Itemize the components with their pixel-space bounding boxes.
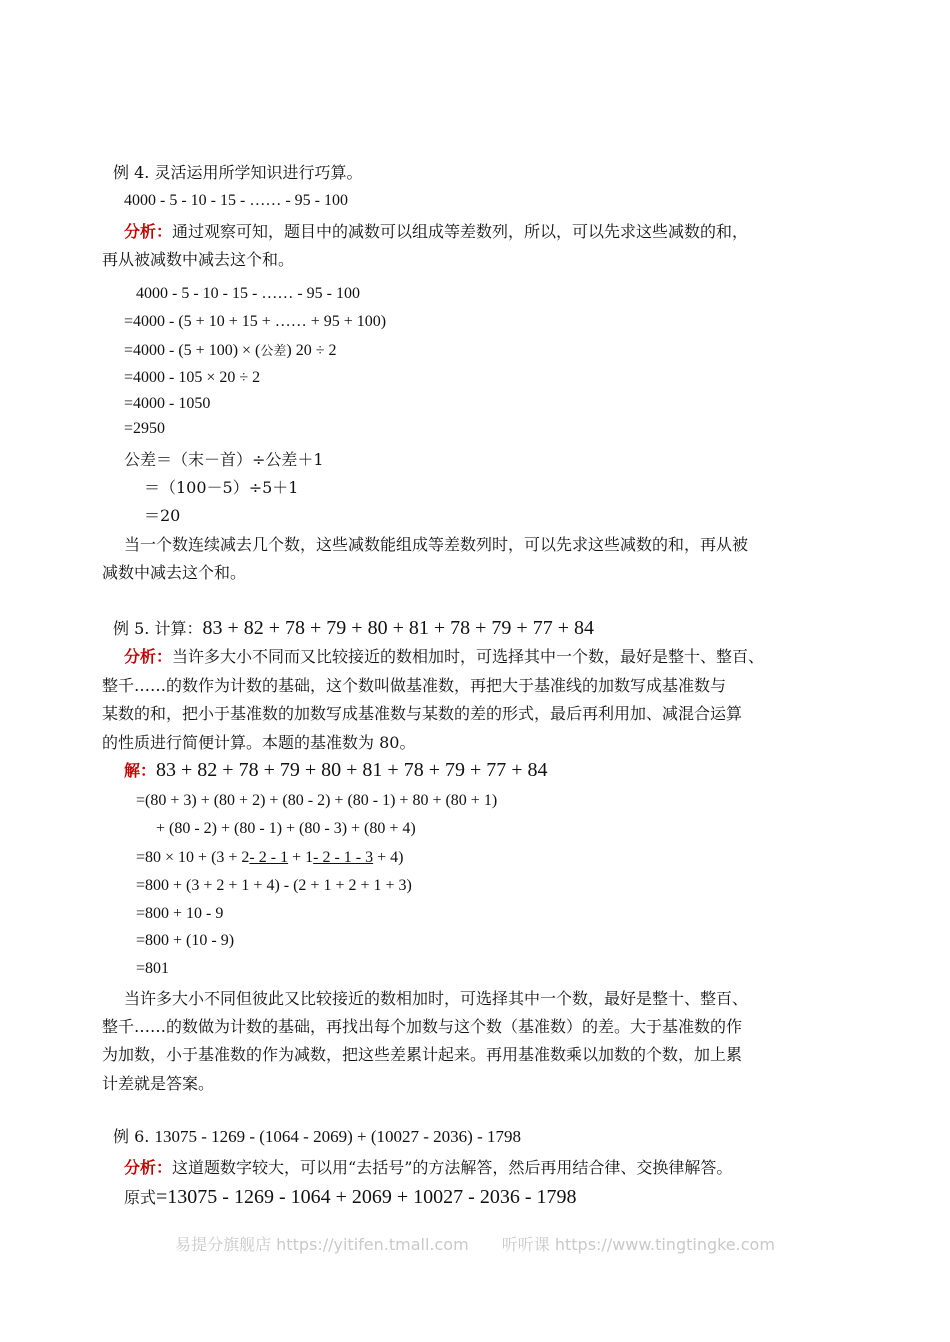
- ex5-solution-line: [124, 759, 548, 782]
- ex4-analysis-label: 分析：: [124, 222, 173, 241]
- ex5-analysis-line-3: 某数的和，把小于基准数的加数写成基准数与某数的差的形式，最后再利用加、减混合运算: [102, 704, 743, 723]
- ex6-title-label: 例 6.: [113, 1127, 150, 1146]
- ex5-step-3-underlined-1: - 2 - 1: [249, 849, 289, 866]
- ex5-step-3-part-a: =80 × 10 + (3 + 2: [136, 849, 250, 866]
- ex5-summary-1: 当许多大小不同但彼此又比较接近的数相加时，可选择其中一个数，最好是整十、整百、: [124, 989, 749, 1008]
- ex5-step-3-underlined-2: - 2 - 1 - 3: [313, 849, 374, 866]
- ex4-analysis-text-1: 通过观察可知，题目中的减数可以组成等差数列，所以，可以先求这些减数的和，: [172, 222, 749, 241]
- ex5-solution-expression: 83 + 82 + 78 + 79 + 80 + 81 + 78 + 79 + 77 + 84: [156, 759, 548, 781]
- ex6-original-expression: =13075 - 1269 - 1064 + 2069 + 10027 - 2036 - 1798: [156, 1186, 577, 1208]
- ex4-summary-2: 减数中减去这个和。: [102, 563, 247, 582]
- ex5-analysis-label: 分析：: [124, 647, 173, 666]
- ex5-analysis-line-4: 的性质进行简便计算。本题的基准数为 80。: [102, 733, 416, 752]
- ex4-step-2-part-b: 公差: [260, 343, 287, 358]
- ex5-step-3: [136, 847, 403, 869]
- ex5-step-3-part-e: + 4): [373, 849, 404, 866]
- watermark-footer: [0, 1232, 950, 1255]
- ex4-step-2: [124, 340, 337, 362]
- ex5-step-3-part-c: + 1: [288, 849, 314, 866]
- ex4-problem: 4000 - 5 - 10 - 15 - …… - 95 - 100: [124, 192, 348, 209]
- ex6-analysis-label: 分析：: [124, 1158, 173, 1177]
- ex5-step-4: =800 + (3 + 2 + 1 + 4) - (2 + 1 + 2 + 1 + 3): [136, 877, 412, 894]
- ex5-summary-2: 整千……的数做为计数的基础，再找出每个加数与这个数（基准数）的差。大于基准数的作: [102, 1017, 743, 1036]
- ex4-summary-1: 当一个数连续减去几个数，这些减数能组成等差数列时，可以先求这些减数的和，再从被: [124, 535, 749, 554]
- ex6-analysis-text: 这道题数字较大，可以用“去括号”的方法解答，然后再用结合律、交换律解答。: [172, 1158, 733, 1177]
- ex4-note-1: 公差＝（末－首）÷公差＋1: [124, 450, 324, 469]
- ex4-note-2: ＝（100－5）÷5＋1: [144, 478, 299, 497]
- ex5-step-2: + (80 - 2) + (80 - 1) + (80 - 3) + (80 + 4): [156, 820, 416, 837]
- ex6-title-expression: 13075 - 1269 - (1064 - 2069) + (10027 - 2036) - 1798: [154, 1127, 521, 1146]
- ex6-analysis-line: [124, 1157, 732, 1179]
- ex4-step-2-part-a: =4000 - (5 + 100) × (: [124, 342, 261, 359]
- ex4-title: 例 4. 灵活运用所学知识进行巧算。: [113, 163, 363, 182]
- watermark-right: 听听课 https://www.tingtingke.com: [501, 1235, 775, 1254]
- ex5-step-6: =800 + (10 - 9): [136, 932, 235, 949]
- ex5-title-label: 例 5. 计算：: [113, 619, 203, 638]
- ex6-title: [113, 1126, 521, 1148]
- ex5-analysis-text-1: 当许多大小不同而又比较接近的数相加时，可选择其中一个数，最好是整十、整百、: [172, 647, 765, 666]
- ex5-step-1: =(80 + 3) + (80 + 2) + (80 - 2) + (80 - 1) + 80 + (80 + 1): [136, 792, 498, 809]
- ex5-step-5: =800 + 10 - 9: [136, 905, 224, 922]
- ex4-note-3: ＝20: [144, 506, 181, 525]
- ex4-step-0: 4000 - 5 - 10 - 15 - …… - 95 - 100: [136, 285, 360, 302]
- ex5-solution-label: 解：: [124, 761, 157, 780]
- watermark-left: 易提分旗舰店 https://yitifen.tmall.com: [175, 1235, 469, 1254]
- ex4-analysis-line-2: 再从被减数中减去这个和。: [102, 250, 295, 269]
- ex5-title: [113, 617, 594, 640]
- ex5-step-7: =801: [136, 960, 170, 977]
- ex5-summary-4: 计差就是答案。: [102, 1074, 215, 1093]
- ex6-original-label: 原式: [124, 1188, 157, 1207]
- ex6-original-line: [124, 1186, 577, 1209]
- ex4-step-3: =4000 - 105 × 20 ÷ 2: [124, 369, 261, 386]
- ex5-title-expression: 83 + 82 + 78 + 79 + 80 + 81 + 78 + 79 + 77 + 84: [202, 617, 594, 639]
- ex5-summary-3: 为加数，小于基准数的作为减数，把这些差累计起来。再用基准数乘以加数的个数，加上累: [102, 1045, 743, 1064]
- ex4-analysis-line-1: [124, 221, 748, 243]
- ex4-step-1: =4000 - (5 + 10 + 15 + …… + 95 + 100): [124, 313, 387, 330]
- ex4-step-2-part-c: ) 20 ÷ 2: [286, 342, 337, 359]
- ex4-step-5: =2950: [124, 420, 166, 437]
- ex5-analysis-line-1: [124, 646, 764, 668]
- ex4-step-4: =4000 - 1050: [124, 395, 211, 412]
- ex5-analysis-line-2: 整千……的数作为计数的基础，这个数叫做基准数，再把大于基准线的加数写成基准数与: [102, 676, 727, 695]
